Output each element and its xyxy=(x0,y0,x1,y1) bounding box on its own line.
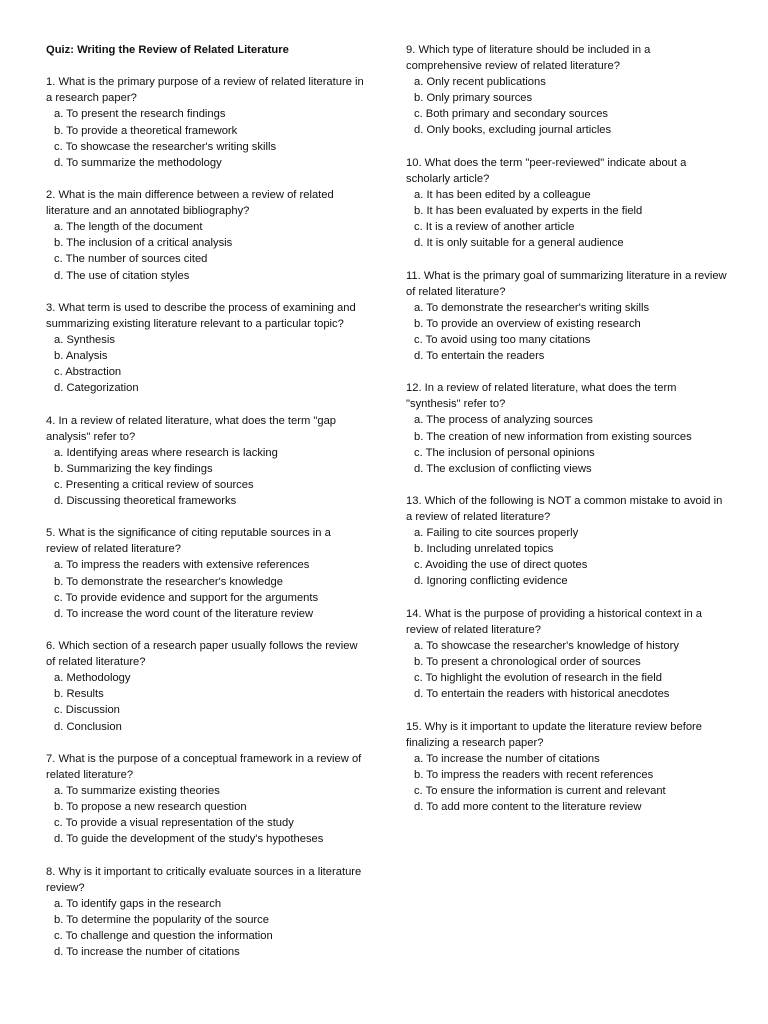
answer-option: a. Only recent publications xyxy=(414,76,546,89)
quiz-title: Quiz: Writing the Review of Related Literature xyxy=(46,44,289,56)
answer-option: a. Failing to cite sources properly xyxy=(414,527,579,540)
question-block-6 xyxy=(46,638,364,735)
answer-option: d. Conclusion xyxy=(54,720,122,733)
answer-option: c. The number of sources cited xyxy=(54,253,208,266)
question-block-2 xyxy=(46,187,364,284)
answer-option: b. Summarizing the key findings xyxy=(54,462,213,475)
left-question-list xyxy=(46,74,364,960)
answer-options xyxy=(46,557,364,621)
question-text: 10. What does the term "peer-reviewed" indicate about a scholarly article? xyxy=(406,156,687,185)
answer-option: d. The exclusion of conflicting views xyxy=(414,462,592,475)
answer-option: c. To showcase the researcher's writing skills xyxy=(54,140,277,153)
answer-options xyxy=(46,445,364,509)
answer-option: b. To demonstrate the researcher's knowledge xyxy=(54,575,283,588)
answer-option: d. To add more content to the literature review xyxy=(414,800,642,813)
answer-option: b. To impress the readers with recent references xyxy=(414,768,654,781)
question-text: 5. What is the significance of citing reputable sources in a review of related literature? xyxy=(46,527,331,556)
answer-option: d. To increase the number of citations xyxy=(54,946,240,958)
question-text: 6. Which section of a research paper usually follows the review of related literature? xyxy=(46,640,358,669)
answer-option: c. It is a review of another article xyxy=(414,221,575,234)
answer-option: b. To determine the popularity of the source xyxy=(54,913,269,926)
question-block-5 xyxy=(46,525,364,622)
question-text: 7. What is the purpose of a conceptual framework in a review of related literature? xyxy=(46,752,362,781)
answer-options xyxy=(406,187,728,251)
question-text: 9. Which type of literature should be included in a comprehensive review of related literature? xyxy=(406,44,651,73)
question-text: 8. Why is it important to critically evaluate sources in a literature review? xyxy=(46,865,362,894)
question-block-12 xyxy=(406,380,728,477)
question-text: 14. What is the purpose of providing a historical context in a review of related literature? xyxy=(406,607,703,636)
answer-option: a. To summarize existing theories xyxy=(54,784,220,797)
answer-option: d. It is only suitable for a general audience xyxy=(414,237,624,250)
answer-option: c. To ensure the information is current and relevant xyxy=(414,784,666,797)
answer-option: c. To provide a visual representation of the study xyxy=(54,817,294,830)
question-block-14 xyxy=(406,606,728,703)
answer-options xyxy=(46,106,364,170)
answer-option: d. To summarize the methodology xyxy=(54,156,222,169)
question-block-11 xyxy=(406,268,728,365)
right-question-list xyxy=(406,42,728,815)
question-text: 2. What is the main difference between a review of related literature and an annotated bibliography? xyxy=(46,189,334,218)
answer-option: a. To increase the number of citations xyxy=(414,752,600,765)
answer-option: d. To increase the word count of the literature review xyxy=(54,607,314,620)
question-text: 1. What is the primary purpose of a review of related literature in a research paper? xyxy=(46,76,364,105)
answer-option: b. Including unrelated topics xyxy=(414,543,554,556)
answer-option: a. The process of analyzing sources xyxy=(414,414,593,427)
answer-option: c. To challenge and question the information xyxy=(54,929,273,942)
question-text: 4. In a review of related literature, what does the term "gap analysis" refer to? xyxy=(46,414,337,443)
answer-option: d. Only books, excluding journal articles xyxy=(414,124,612,137)
answer-options xyxy=(406,300,728,364)
answer-options xyxy=(406,751,728,815)
answer-option: c. Avoiding the use of direct quotes xyxy=(414,559,588,572)
answer-options xyxy=(406,74,728,138)
answer-option: d. To guide the development of the study's hypotheses xyxy=(54,833,324,846)
answer-options xyxy=(406,412,728,476)
answer-option: a. Identifying areas where research is lacking xyxy=(54,446,278,459)
answer-option: b. To propose a new research question xyxy=(54,801,247,814)
question-text: 15. Why is it important to update the literature review before finalizing a research paper? xyxy=(406,720,702,749)
answer-option: a. To present the research findings xyxy=(54,108,226,121)
answer-option: c. To provide evidence and support for the arguments xyxy=(54,591,319,604)
answer-option: b. Results xyxy=(54,688,104,701)
answer-option: d. Categorization xyxy=(54,382,139,395)
answer-option: a. Synthesis xyxy=(54,333,115,346)
question-text: 13. Which of the following is NOT a common mistake to avoid in a review of related literature? xyxy=(406,495,723,524)
answer-options xyxy=(406,525,728,589)
answer-option: a. The length of the document xyxy=(54,221,203,234)
answer-option: c. To highlight the evolution of research in the field xyxy=(414,672,662,685)
answer-option: c. Abstraction xyxy=(54,366,122,379)
answer-option: b. The inclusion of a critical analysis xyxy=(54,237,233,250)
answer-option: b. To provide a theoretical framework xyxy=(54,124,238,137)
answer-options xyxy=(46,896,364,960)
left-column xyxy=(46,42,364,976)
right-column xyxy=(406,42,728,831)
answer-option: b. Only primary sources xyxy=(414,92,533,105)
answer-option: a. To impress the readers with extensive references xyxy=(54,559,310,572)
question-block-8 xyxy=(46,864,364,961)
answer-option: d. Discussing theoretical frameworks xyxy=(54,495,237,507)
answer-options xyxy=(46,670,364,734)
answer-option: c. Discussion xyxy=(54,704,120,717)
answer-options xyxy=(406,638,728,702)
question-block-7 xyxy=(46,751,364,848)
answer-option: d. To entertain the readers xyxy=(414,349,545,362)
answer-option: c. Both primary and secondary sources xyxy=(414,108,609,121)
answer-option: d. Ignoring conflicting evidence xyxy=(414,575,568,588)
answer-option: d. The use of citation styles xyxy=(54,269,190,282)
answer-options xyxy=(46,219,364,283)
question-block-13 xyxy=(406,493,728,590)
answer-options xyxy=(46,332,364,396)
answer-option: c. To avoid using too many citations xyxy=(414,333,591,346)
answer-option: b. Analysis xyxy=(54,350,108,363)
answer-option: b. It has been evaluated by experts in the field xyxy=(414,205,643,218)
question-text: 11. What is the primary goal of summarizing literature in a review of related literature? xyxy=(406,269,727,298)
answer-options xyxy=(46,783,364,847)
question-block-9 xyxy=(406,42,728,139)
answer-option: a. To demonstrate the researcher's writing skills xyxy=(414,301,650,314)
question-block-4 xyxy=(46,413,364,510)
question-text: 3. What term is used to describe the process of examining and summarizing existing literature relevant to a particular topic? xyxy=(46,301,356,330)
answer-option: c. Presenting a critical review of sources xyxy=(54,478,254,491)
question-block-3 xyxy=(46,300,364,397)
answer-option: b. To provide an overview of existing research xyxy=(414,317,641,330)
answer-option: a. Methodology xyxy=(54,672,131,685)
answer-option: b. The creation of new information from existing sources xyxy=(414,430,692,443)
answer-option: a. To showcase the researcher's knowledge of history xyxy=(414,639,679,652)
answer-option: d. To entertain the readers with historical anecdotes xyxy=(414,688,670,701)
answer-option: a. It has been edited by a colleague xyxy=(414,188,591,201)
answer-option: b. To present a chronological order of sources xyxy=(414,656,641,669)
question-block-15 xyxy=(406,719,728,816)
answer-option: c. The inclusion of personal opinions xyxy=(414,446,595,459)
question-block-1 xyxy=(46,74,364,171)
question-block-10 xyxy=(406,155,728,252)
question-text: 12. In a review of related literature, what does the term "synthesis" refer to? xyxy=(406,382,677,411)
answer-option: a. To identify gaps in the research xyxy=(54,897,222,910)
